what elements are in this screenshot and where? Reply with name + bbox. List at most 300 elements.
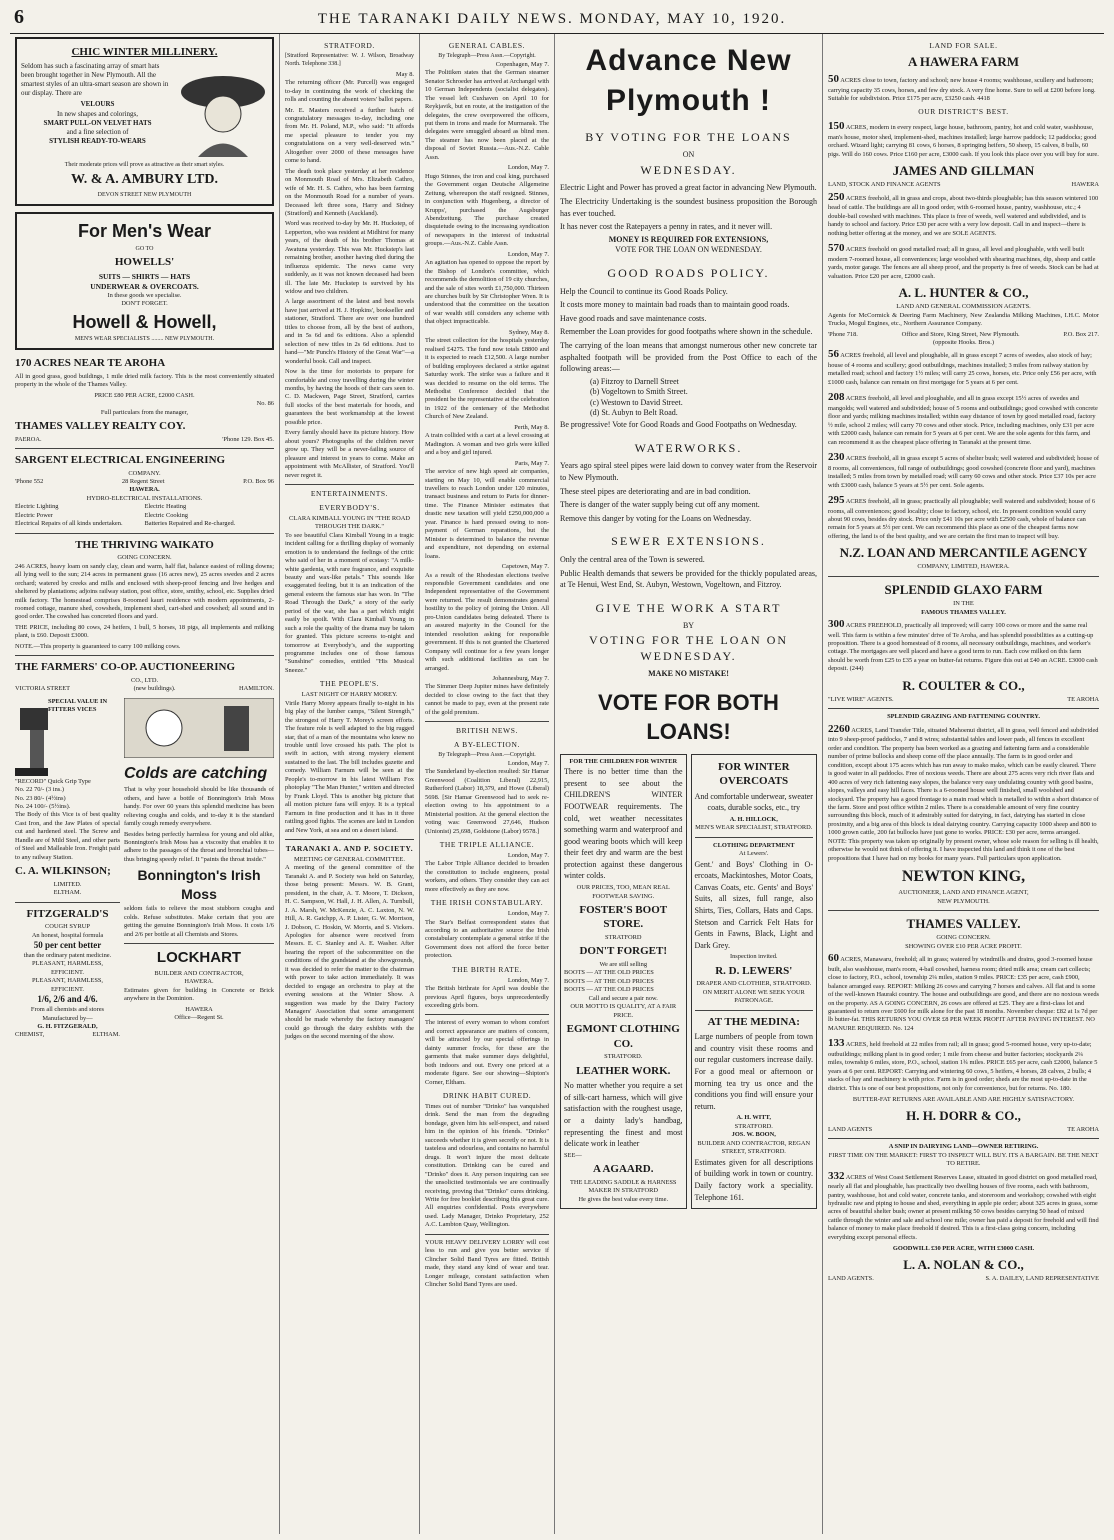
drink-habit-body: Times out of number "Drinko" has vanquished drink. Send the man from the degrading bondage, given him his self-respect, and raised him in the opinion of his friends. "Drinko" succeeds whether it is given secretly or not. It is tasteless and odourless, and contains no harmful drugs. It won't injure the most delicate constitution. Drinking can be cured and "Drinko" does it. Any person inquiring can see the unsolicited testimonials we are continually receiving, proving that "Drinko" cures drinking. Write for free booklet describing this great cure. All enquiries confidential. Posts everywhere used. Lady Manager, Drinko Proprietary, 252 A.C. Lambton Quay, Wellington. <box>425 1102 549 1229</box>
stratford-rep: [Stratford Representative: W. J. Wilson, Broadway North. Telephone 338.] <box>285 52 414 67</box>
mens-line: SUITS — SHIRTS — HATS <box>98 271 191 281</box>
hillock-sub: MEN'S WEAR SPECIALIST, STRATFORD. <box>695 824 813 832</box>
bn-agency: By Telegraph—Press Assn.—Copyright. <box>438 752 536 759</box>
dateline: Paris, May 7. <box>514 459 549 467</box>
motto: OUR MOTTO IS QUALITY, AT A FAIR PRICE. <box>570 1003 677 1019</box>
nolan-agents: LAND AGENTS. <box>828 1274 874 1282</box>
bn-subhead: THE TRIPLE ALLIANCE. <box>439 840 535 849</box>
stratford-heading: STRATFORD. <box>324 41 375 50</box>
land-for-sale-heading: LAND FOR SALE. <box>929 41 998 50</box>
farmers-title: THE FARMERS' CO-OP. AUCTIONEERING <box>15 661 236 674</box>
fitzgerald-claim: PLEASANT, HARMLESS, EFFICIENT. <box>31 960 104 976</box>
aagaard-foot: He gives the best value every time. <box>578 1195 669 1203</box>
millinery-item: In new shapes and colorings, <box>56 109 139 118</box>
boots-line: BOOTS — AT THE OLD PRICES <box>564 969 654 977</box>
sargent-ad <box>15 453 274 529</box>
thames-sub: GOING CONCERN. <box>936 934 991 942</box>
entertainments-heading: ENTERTAINMENTS. <box>310 489 389 498</box>
fitzgerald-product: COUGH SYRUP <box>45 923 90 931</box>
james-gillman-title: JAMES AND GILLMAN <box>892 163 1035 179</box>
dateline: London, May 7. <box>507 851 549 859</box>
stratford-para: Every family should have its picture history. How about yours? Photographs of the children never grow up. They will be a never-failing source of pleasure and interest in years to come. Make an appointment with McAllister, of Stratford. You'll never regret it. <box>285 429 414 479</box>
snip-price: GOODWILL £30 PER ACRE, WITH £3000 CASH. <box>892 1245 1035 1253</box>
dateline: London, May 7. <box>507 759 549 767</box>
listing <box>828 722 1099 863</box>
peoples-heading: THE PEOPLE'S. <box>319 679 380 689</box>
listing-text: ACRES freehold on good metalled road; all in grass, all level and ploughable, with well built modern 7-roomed house, all conveniences; large woolshed with shearing machines, dip, sheep and cattle yards, motor garage. The fences are all sheep proof, and the property is free of weeds. Stock can be had at valuation. Price £20 per acre, £2000 cash. <box>828 246 1099 280</box>
call-now: Call and secure a pair now. <box>588 994 658 1002</box>
sargent-phone: 'Phone 552 <box>15 478 44 486</box>
hunter-phone: 'Phone 718. <box>828 330 858 338</box>
lewers-invite: Inspection invited. <box>729 953 778 961</box>
thames-realty-firm: THAMES VALLEY REALTY COY. <box>15 420 186 433</box>
cable-text: As a result of the Rhodesian elections twelve responsible Government candidates and one Independent representative of the Government were returned. The result demonstrates general hostility to the policy of joining the Union. All pro-Union candidates being defeated. There is an assured majority in the Council for the intended resolution asking for responsible government. If this is not granted the Chartered Company will continue for a few years longer with such additional facilities as can be arranged. <box>425 571 549 672</box>
lewers-sub: At Lewers'. <box>738 850 769 858</box>
acreage: 2260 <box>828 722 850 735</box>
listing <box>828 951 1099 1033</box>
aroha-title: 170 ACRES NEAR TE AROHA <box>15 357 166 370</box>
cable-item <box>425 460 549 561</box>
dateline: Johannesburg, May 7. <box>492 674 549 682</box>
area-item: (a) Fitzroy to Darnell Street <box>590 376 679 386</box>
egmont-title: EGMONT CLOTHING CO. <box>566 1023 680 1050</box>
boon-body: Estimates given for all descriptions of building work in town or country. Daily factory work a speciality. Telephone 161. <box>694 1157 813 1202</box>
fitzgerald-sizes: 1/6, 2/6 and 4/6. <box>37 994 98 1005</box>
nz-loan-title: N.Z. LOAN AND MERCANTILE AGENCY <box>839 545 1088 561</box>
howell-tagline: MEN'S WEAR SPECIALISTS ........ NEW PLYMOUTH. <box>74 336 215 343</box>
stratford-para: Mr. E. Masters received a further batch of congratulatory messages to-day, including one from Mr. H. Poland, M.P., who said: "It affords me special pleasure to tender you my congratulations on a very well-deserved win." Altogether over 2000 of these messages have come to hand. <box>285 106 414 165</box>
sargent-service: Electric Lighting <box>15 503 59 511</box>
hawera-farm-title: A HAWERA FARM <box>908 53 1019 69</box>
vice-price: No. 23 80/- (4½ins) <box>15 794 66 802</box>
witt-firm: A. H. WITT, <box>736 1114 771 1122</box>
aroha-no: No. 86 <box>256 400 274 408</box>
waikato-note: NOTE.—This property is guaranteed to carry 100 milking cows. <box>15 642 181 650</box>
lockhart-body: Estimates given for building in Concrete or Brick anywhere in the Dominion. <box>124 986 274 1003</box>
millinery-item: SMART PULL-ON VELVET HATS <box>43 118 152 127</box>
ap-society-body: A meeting of the general committee of the Taranaki A. and P. Society was held on Saturday, those being present: Messrs. W. B. Grant, president, in the chair, A. T. Moore, T. Dickson, H. C. Sampson, W. Hall, J. H. Allen, A. Turnbull, J. A. Marsh, W. McKenzie, A. C. Laxton, N. W. Hill, A. R. Gatchpp, A. P. Lister, G. W. Morrison, J. Dobson, C. Hoskin, W. Morris, and S. Vickers. Apologies for absence were received from Messrs. E. C. Stanley and A. E. Washer. After hearing the report of the subcommittee on the conditions of the grandstand at the showgrounds, it was decided to refer the matter to the chairman with power to take action immediately. It was decided to engage an orchestra to play at the evening sessions at the Winter Show. A suggestion was made by the Dairy Factory Managers' Association that some arrangement should be made whereby the factory managers' could go through the dairy exhibits with the judges on the second morning of the show. <box>285 864 414 1041</box>
millinery-intro: Seldom has such a fascinating array of smart hats been brought together in New Plymouth. All the smartest styles of an ultra-smart season are shown in our display. There are <box>21 61 169 98</box>
leather-body: No matter whether you require a set of silk-cart harness, which will give satisfaction with the roughest usage, or a dainty lady's handbag, representing the finest and most delicate work in leather <box>564 1081 683 1149</box>
egmont-town: STRATFORD. <box>604 1053 643 1061</box>
water-para: Years ago spiral steel pipes were laid down to convey water from the Reservoir to New Plymouth. <box>560 461 817 483</box>
glaxo-in: IN THE <box>953 600 974 608</box>
wilkinson-firm: C. A. WILKINSON; <box>15 865 111 878</box>
lewers-firm: R. D. LEWERS' <box>715 964 793 977</box>
acreage: 60 <box>828 952 839 965</box>
no-mistake: MAKE NO MISTAKE! <box>648 669 729 679</box>
general-cables-heading: GENERAL CABLES. <box>448 41 526 50</box>
aroha-price: PRICE £80 PER ACRE, £2000 CASH. <box>94 391 195 399</box>
bn-subhead: THE BIRTH RATE. <box>451 964 522 974</box>
listing-text: ACRES, held freehold at 22 miles from rail; all in grass; good 5-roomed house, very up-to-date; outbuildings; milking plant is in good order; 1 mile from cheese and butter factories; stockyards 2¼ miles, township 6 miles, store, P.O., school, station 1¾ miles. PRICE £65 per acre, cash £2000, balance 5 years at 6 per cent. REPORT: Carrying and wintering 60 cows, 5 heifers, 4 horses, 28 calves, 2 bulls; 4 stacks of hay and machinery is with price. Farm is in good order; sheds are the most up-to-date in the district. This is one of our best propositions, not only for convenience, but for returns. <box>828 1041 1098 1092</box>
fitzgerald-title: FITZGERALD'S <box>26 907 109 920</box>
vice-brand: "RECORD" Quick Grip Type <box>15 777 91 785</box>
wilkinson-town: ELTHAM. <box>53 889 82 897</box>
listing-no: 4418 <box>977 95 990 103</box>
stratford-para: A large assortment of the latest and best novels have just arrived at H. J. Hopkins', bookseller and stationer, Stratford. There are over one hundred titles to choose from, all by the best of authors, and in 5s 6d and 6s editions. Also a splendid selection of new titles in 2s 6d editions. Just to hand—"Mr Punch's History of the Great War"—a wonderful book. Call and inspect. <box>285 298 414 365</box>
right-inner-ads <box>691 754 818 1209</box>
column-cables <box>420 34 555 1534</box>
fitzgerald-place: ELTHAM. <box>92 1031 120 1039</box>
loan-intro: It has never cost the Ratepayers a penny in rates, and it never will. <box>560 222 773 232</box>
newton-sub: AUCTIONEER, LAND AND FINANCE AGENT, <box>898 889 1029 897</box>
ap-society-heading: TARANAKI A. AND P. SOCIETY. <box>285 843 414 853</box>
sewer-heading: SEWER EXTENSIONS. <box>611 534 766 549</box>
mens-line: In these goods we specialise. <box>107 291 182 299</box>
glaxo-title: SPLENDID GLAXO FARM <box>884 581 1043 597</box>
listing <box>828 390 1099 447</box>
boots-line: BOOTS — AT THE OLD PRICES <box>564 986 654 994</box>
dateline: London, May 7. <box>507 910 549 918</box>
hunter-office: Office and Store, King Street, New Plymouth. <box>901 330 1020 338</box>
aroha-body: All in good grass, good buildings, 1 mile dried milk factory. This is the most conveniently situated property in the whole of the Thames Valley. <box>15 372 274 389</box>
aroha-ad <box>15 356 274 444</box>
aagaard-firm: A AGAARD. <box>592 1163 654 1176</box>
witt-town: STRATFORD. <box>734 1122 773 1130</box>
listing-text: ACRES freehold, all level and ploughable, and all in grass except 15½ acres of swedes and mangolds; well watered and subdivided; house of 5 rooms and outbuildings; good cowshed with concrete floor and yards; milking machines installed; within easy distance of town by good metalled road, factory ½ mile, school 2 miles; will carry 70 cows and other stock. Price, including machines, only £31 per acre with £2000 cash, balance can remain for 5 years at 6 per cent. We are the sole agents for this farm, and can recommend it as the cheapest place offering in Taranaki at the present time. <box>828 395 1098 446</box>
waikato-body: 246 ACRES, heavy loam on sandy clay, clean and warm, half flat, balance easiest of rolling downs; all lying well to the sun; 214 acres in permanent grass (16 acres new), 25 acres swedes and 2 acres orchard; watered by creeks and mills and enclosed with sheep-proof fencing and live hedges and sheltered by plantations; adjoins railway station, post office, store, smithy, school, etc. Supplies dried milk factory. The homestead comprises 8-roomed kauri residence with modern appointments, 2-roomed cottage, manure shed, cowsheds, implement shed, cart-shed and cowshed; all sound and in good order. The cowshed has concreted floors and yard. <box>15 562 274 621</box>
snip-title: A SNIP IN DAIRYING LAND—OWNER RETIRING. <box>888 1143 1039 1151</box>
listing <box>828 1036 1099 1093</box>
frocks-ad: The interest of every woman to whom comfort and correct appearance are matters of concern, will be attracted by our special offerings in dainty summer frocks, for these are the garments that make summer days delightful, both indoors and out. Every one priced at a moderate figure. See our showing—Shipton's Corner, Eltham. <box>425 1019 549 1086</box>
acreage: 230 <box>828 451 845 464</box>
lockhart-office: Office—Regent St. <box>174 1014 224 1022</box>
james-town: HAWERA <box>1071 181 1099 189</box>
mens-wear-title: For Men's Wear <box>78 220 211 241</box>
lewers-title: CLOTHING DEPARTMENT <box>713 841 795 849</box>
roads-para: The carrying of the loan means that amongst numerous other new concrete tar asphalted footpath will be provided from the Post Office to each of the following areas:— <box>560 341 817 374</box>
listing-text: ACRES of West Coast Settlement Reserves Lease, situated in good district on good metalled road, nearly all flat and ploughable, has practically two dwelling houses of five rooms, each with bathroom, pantry, washhouse, hot and cold water, concrete tanks, and storeroom and workshop; cowshed with eight hydraulic raw and piping to house and shed, everything in apple pie order; about 325 acres in grass, some acres of beautiful shelter bush; owner at present milking 50 cows besides carrying 50 head of mixed cattle through the winter and sale and school one mile; owner has paid a deposit for freehold and will find balance of money to make place freehold if desired. This is a first-class going concern, including everything except personal effects. <box>828 1173 1099 1241</box>
millinery-title: CHIC WINTER MILLINERY. <box>71 46 218 58</box>
cable-text: The Simmer Deep Jupiter mines have definitely decided to close owing to the fact that they cannot be made to pay, even at the present rate of the gold premium. <box>425 683 549 716</box>
listing-text: ACRES freehold, all in grass; practically all ploughable; well watered and subdivided; house of 6 rooms, all conveniences; good locality; close to factory, school, etc. In present condition would carry about 90 cows, besides dry stock. Price only £41 10s per acre with £2500 cash, whole of balance can remain for 5 years at 5½ per cent. We can recommend this place as one of the cheapest farms now offering, the land is of the best quality, and we are certain the first man to inspect will buy. <box>828 498 1096 540</box>
listing <box>828 450 1099 490</box>
waterworks-heading: WATERWORKS. <box>634 440 743 455</box>
fitzgerald-sub: An honest, hospital formula <box>31 931 104 939</box>
listing-text: ACRES, modern in every respect, large house, bathroom, pantry, hot and cold water, washhouse, man's house, motor shed, implement-shed, machines installed; large harrow paddock; 12 paddocks; good orchard. Wizard light; carrying 81 cows, 6 horses, 8 springing heifers, 50 sheep, 15 calves, 8 bulls, 60 pigs. Will do 160 cows. Price £160 per acre, £3000 cash. If you look this place over you will buy for sure. <box>828 124 1099 158</box>
bn-text: The British birthrate for April was double the previous April figures, boys unprecedentedly exceeding girls born. <box>425 985 549 1010</box>
acreage: 250 <box>828 190 845 203</box>
mens-line: DON'T FORGET. <box>121 300 168 308</box>
dateline: London, May 7. <box>507 976 549 984</box>
fosters-ad <box>560 754 687 1209</box>
acreage: 295 <box>828 494 845 506</box>
man-sneezing-illustration <box>124 698 274 758</box>
listing-no: (244) <box>849 665 864 673</box>
sargent-street: 28 Regent Street <box>121 478 165 486</box>
glaxo-sub: FAMOUS THAMES VALLEY. <box>921 608 1006 616</box>
cable-text: A train collided with a cart at a level crossing at Madington. A woman and two girls were killed and a boy and girl injured. <box>425 432 549 457</box>
mens-line: UNDERWEAR & OVERCOATS. <box>90 281 199 291</box>
listing <box>828 72 1099 103</box>
cable-text: An agitation has opened to oppose the report by the Bishop of London's committee, which recommends the demolition of 19 city churches, and the sale of sites worth £1,750,000. Thirteen are churches built by Sir Christopher Wren. It is understood that the committee on the taxation of war wealth still considers any scheme with that object impracticable. <box>425 259 549 326</box>
dorr-sub: LAND AGENTS <box>828 1125 873 1133</box>
farmers-co: CO., LTD. <box>130 676 159 684</box>
listing <box>828 190 1099 238</box>
nolan-rep: S. A. DAILEY, LAND REPRESENTATIVE <box>985 1274 1099 1282</box>
aroha-contact: Full particulars from the manager, <box>100 408 189 416</box>
thames-sub2: SHOWING OVER £10 PER ACRE PROFIT. <box>905 942 1022 950</box>
nz-loan-sub: COMPANY, LIMITED, HAWERA. <box>917 563 1010 571</box>
vice-special: SPECIAL VALUE IN FITTERS VICES <box>48 697 108 714</box>
listing-text: ACRES freehold, all in grass and crops, about two-thirds ploughable; has this season wintered 100 head of cattle. The buildings are all in good order, with 6-roomed house, pantry, washhouse, etc.; 4 double-bail cowshed with machines. This place is free of weeds, well watered and subdivided, and is handy to school and factory. Price £30 per acre with a very low deposit. Call in and inspect—there is nothing better offering at the money, and we are SOLE AGENTS. <box>828 194 1099 237</box>
millinery-ad <box>15 37 274 206</box>
lockhart-sub: BUILDER AND CONTRACTOR, <box>154 969 244 977</box>
hunter-agents: Agents for McCormick & Deering Farm Machinery, New Zealandia Milking Machines, I.H.C. Motor Trucks, Mogul Engines, etc., Northern Assurance Company. <box>828 311 1099 328</box>
fitzgerald-claim: PLEASANT, HARMLESS, EFFICIENT. <box>31 977 104 993</box>
farmers-street: VICTORIA STREET <box>15 685 71 693</box>
leather-see: SEE— <box>564 1151 582 1159</box>
millinery-item: STYLISH READY-TO-WEARS <box>49 137 146 146</box>
millinery-item: and a fine selection of <box>66 128 129 137</box>
boon-firm: JOS. W. BOON, <box>731 1131 776 1139</box>
listing-text: ACRES, Manawaru, freehold; all in grass; watered by windmills and drains, good 3-roomed house built, also washhouse, man's room, 4-bail cowshed, harness room; dried milk area; cream cart collects; close to factory, P.O., school, township 2¼ miles, station 9 miles. PRICE: £35 per acre, cash £900, balance arranged easy. REPORT: Milking 26 cows and carrying 7 horses and calves. All flat and is some of the well-known Hauraki country. The house and outbuildings are good, and there are no noxious weeds on the property. AS A GOING CONCERN, 26 cows are offered at £25. They are a first-class lot and guaranteed to return over £600 for milk alone for the past 18 months. November cheque: £82 at 1s 7d per lb butter-fat. THIS RETURNS YOU OVER £8 PER WEEK PROFIT AFTER PAYING INTEREST. NO MANURE REQUIRED. <box>828 956 1099 1032</box>
aroha-phone: 'Phone 129. Box 45. <box>222 435 274 443</box>
clara-young-head: CLARA KIMBALL YOUNG IN "THE ROAD THROUGH THE DARK." <box>289 514 410 531</box>
sargent-subtitle: HYDRO-ELECTRICAL INSTALLATIONS. <box>86 494 203 502</box>
district-best: OUR DISTRICT'S BEST. <box>918 107 1009 117</box>
medina-title: AT THE MEDINA: <box>707 1015 800 1028</box>
fosters-body: There is no better time than the present to see about the CHILDREN'S WINTER FOOTWEAR requirements. The cold, wet weather necessitates something warm and waterproof and good wearing boots which will keep their feet dry and warm are the best protection against these dangerous winter colds. <box>564 767 683 881</box>
colds-body: That is why your household should be like thousands of others, and have a bottle of Bonnington's Irish Moss handy. For over 60 years this splendid medicine has been relieving coughs and colds, and to-day it is the standard family cough remedy everywhere. <box>124 786 274 828</box>
on-word: ON <box>682 150 695 160</box>
fitzgerald-price: 50 per cent better <box>33 940 102 951</box>
howells-top: HOWELLS' <box>114 256 175 269</box>
stratford-date: May 8. <box>395 70 414 78</box>
masthead <box>10 6 1104 34</box>
coulter-firm: R. COULTER & CO., <box>902 677 1025 693</box>
boots-line: BOOTS — AT THE OLD PRICES <box>564 977 654 985</box>
fosters-firm: FOSTER'S BOOT STORE. <box>579 903 668 931</box>
thames-foot: BUTTER-FAT RETURNS ARE AVAILABLE AND ARE HIGHLY SATISFACTORY. <box>852 1096 1075 1104</box>
sargent-town: HAWERA. <box>129 486 160 494</box>
cable-text: The Politiken states that the German steamer Senator Schroeder has arrived at Archangel with 10 German Independents (socialist delegates). The vessel left Cuxhaven on April 10 for Reykjavik, but en route, at the instigation of the delegates, the crew overpowered the officers, put them in irons and made for Murmansk. The delegates were smuggled aboard as blind men. The steamer has now been placed at the disposal of Soviet Russia.—Aus.-N.Z. Cable Assn. <box>425 69 549 161</box>
acreage: 50 <box>828 73 839 86</box>
cable-text: The street collection for the hospitals yesterday realised £4275. The fund now totals £8800 and it is expected to reach £12,500. A large number of building employees declared a strike against Saturday work. The strike was a failure and it was decided to resume on the old terms. The Methodist Conference decided that the president be the representative at the celebration in 1922 of the centenary of the Methodist Church of New Zealand. <box>425 337 549 421</box>
snip-sub: FIRST TIME ON THE MARKET: FIRST TO INSPECT WILL BUY. ITS A BARGAIN. BE THE NEXT TO RETIRE. <box>828 1151 1099 1168</box>
listing-text: ACRES, Land Transfer Title, situated Mahoenui district, all in grass, well fenced and subdivided into 9 sheep-proof paddocks, 7 and 8 wires; substantial tables and lower pads, all fences in excellent order and condition. The property has been worked as a grazing and fattening farm and a considerable number of prime bullocks and sheep come off the place annually. The farm is in good order and condition, except about 175 acres which has run away to mako mako, which can be easily cleared. There is good water in all paddocks. Free of noxious weeds. There are about 275 acres very rich river flats and 400 acres of very rich fattening easy slopes, the balance very easy undulating country with good basins, slopes, valleys and easy hill faces. There is a 6-roomed house well finished, small woolshed and stockyard. The property has a good frontage to a main road which is metalled to within a short distance of the farm. Store and post office within 2 miles. There is a considerable amount of very fine country surrounding this block, much of it admirably suited for dairying, in fact, dairying has started in close proximity, and a big area of this block is ideal dairying country. Carrying capacity 1000 sheep and 800 to 1000 grown cattle, 200 fat bullocks have just gone to works. PRICE: £30 per acre, terms arranged. NOTE: This property was taken up originally by present owner, whose sole reason for selling is ill health, otherwise he would not think of offering it. I have inspected this land and think it one of the best propositions that I have had on my books for many years. Full particulars upon application. <box>828 726 1099 862</box>
woman-in-hat-illustration <box>178 62 268 162</box>
lewers-body: Gent.' and Boys' Clothing in O-ercoats, Mackintoshes, Motor Coats, Canvas Coats, etc. Gents' and Boys' Suits, all sizes, full range, also Shirts, Ties, Collars, Hats and Caps. Stetson and Carrick Felt Hats for Gents in Fawns, Black, Light and Dark Grey. <box>694 859 813 950</box>
listing <box>828 493 1099 541</box>
sewer-para: Public Health demands that sewers be provided for the thickly populated areas, at Te Henui, West End, St. Aubyn, Westown, Vogeltown, and Fitzroy. <box>560 568 817 590</box>
water-para: These steel pipes are deteriorating and are in bad condition. <box>560 486 751 496</box>
water-para: There is danger of the water supply being cut off any moment. <box>560 500 760 510</box>
column-land-for-sale <box>823 34 1104 1534</box>
ambury-firm: W. & A. AMBURY LTD. <box>71 172 218 188</box>
bn-text: The Star's Belfast correspondent states that according to an authoritative source the Irish constabulary contemplate a general strike if the Government does not afford the force better protection. <box>425 918 549 960</box>
nolan-firm: L. A. NOLAN & CO., <box>903 1256 1024 1272</box>
dorr-town: TE AROHA <box>1067 1125 1099 1133</box>
acreage: 56 <box>828 348 839 361</box>
grazing-title: SPLENDID GRAZING AND FATTENING COUNTRY. <box>887 713 1040 721</box>
lewers-role: DRAPER AND CLOTHIER, STRATFORD. <box>696 980 812 988</box>
column-stratford <box>280 34 420 1534</box>
cable-item <box>425 675 549 717</box>
drink-habit-heading: DRINK HABIT CURED. <box>442 1091 532 1101</box>
millinery-item: VELOURS <box>80 100 115 109</box>
hunter-title: A. L. HUNTER & CO., <box>898 285 1029 301</box>
bn-text: The Sunderland by-election resulted: Sir Hamar Greenwood (Coalition Liberal) 22,915, Rutherford (Labor) 18,379, and Howe (Liberal) 5698. [Sir Hamar Greenwood had to seek re-election owing to his appointment to a Ministerial position. At the general election the voting was: Greenwood 27,646, Hudson (Unionist) 25,698, Goldstone (Labor) 9578.] <box>425 768 549 835</box>
dateline: London, May 7. <box>507 164 549 172</box>
roads-heading: GOOD ROADS POLICY. <box>607 265 770 280</box>
newton-town: NEW PLYMOUTH. <box>937 897 990 905</box>
sargent-service: Electric Cooking <box>144 511 188 519</box>
listing-text: ACRES freehold, all in grass except 5 acres of shelter bush; well watered and subdivided; house of 8 rooms, all conveniences, full range of outbuildings; good cowshed (concrete floor and yard), machines installed; 5 miles from town by metalled road; will carry 60 cows and other stock. Price £37 10s per acre with £3000 cash, balance 5 years at 5½ per cent. Sole agents. <box>828 455 1100 489</box>
colds-headline: Colds are catching <box>124 765 268 783</box>
dateline: Copenhagen, May 7. <box>495 60 549 68</box>
by-voting: BY VOTING FOR THE LOANS <box>585 130 792 145</box>
listing-text: ACRES FREEHOLD, practically all improved; will carry 100 cows or more and the same real well. This farm is within a few minutes' drive of Te Aroha, and has splendid possibilities as a cutting-up proposition. There is a good homestead of 8 rooms, all necessary outbuildings, machines, and worker's cottage. The mortgages are well placed and have a good term to run. Each cow milked on this farm should be worth from £25 to £35 a year on butter-fat returns. Figure this out at £40 an ACRE. £3000 cash deposit. <box>828 622 1098 673</box>
fitzgerald-from: From all chemists and stores <box>30 1006 105 1014</box>
aagaard-sub: THE LEADING SADDLE & HARNESS MAKER IN STRATFORD <box>569 1178 677 1195</box>
sewer-para: Only the central area of the Town is sewered. <box>560 555 705 565</box>
listing <box>828 347 1099 387</box>
by-election-heading: A BY-ELECTION. <box>454 740 520 750</box>
area-item: (b) Vogeltown to Smith Street. <box>590 387 688 397</box>
acreage: 150 <box>828 120 845 133</box>
listing <box>828 241 1099 281</box>
wednesday: WEDNESDAY. <box>640 162 737 177</box>
column-loans-ad <box>555 34 823 1534</box>
james-sub: LAND, STOCK AND FINANCE AGENTS <box>828 181 941 189</box>
waikato-subtitle: GOING CONCERN. <box>117 554 172 562</box>
roads-para: Have good roads and save maintenance costs. <box>560 313 707 323</box>
listing <box>828 617 1099 674</box>
acreage: 300 <box>828 618 845 630</box>
harry-morey-head: LAST NIGHT OF HARRY MOREY. <box>301 691 398 699</box>
british-news-heading: BRITISH NEWS. <box>456 726 518 736</box>
listing-text: ACRES close to town, factory and school; new house 4 rooms; washhouse, scullery and bathroom; carrying capacity 35 cows, horses, and few dry stock. A very fine home. Sure to sell at £200 before long. Suitable for subdivision. Price £175 per acre, £3250 cash. <box>828 77 1096 103</box>
acreage: 332 <box>828 1169 845 1182</box>
sargent-box: P.O. Box 96 <box>243 478 274 486</box>
listing-no: No. 180. <box>1048 1084 1072 1092</box>
bn-subhead: THE IRISH CONSTABULARY. <box>430 898 544 908</box>
voting-loan: VOTING FOR THE LOAN ON WEDNESDAY. <box>588 633 789 664</box>
cable-item <box>425 329 549 422</box>
fosters-prices: OUR PRICES, TOO, MEAN REAL FOOTWEAR SAVING. <box>576 884 670 900</box>
vote-both-loans: VOTE FOR BOTH LOANS! <box>598 689 779 744</box>
sargent-service: Electrical Repairs of all kinds undertaken. <box>15 520 123 528</box>
lockhart-title: LOCKHART <box>156 949 242 967</box>
cable-item <box>425 424 549 458</box>
leather-title: LEATHER WORK. <box>576 1064 671 1077</box>
hunter-opp: (opposite Hooks. Bros.) <box>932 339 995 347</box>
bn-text: The Labor Triple Alliance decided to broaden the constitution to include engineers, postal workers, and others. They consider they can act more effectively as they are now. <box>425 860 549 893</box>
boon-sub: BUILDER AND CONTRACTOR, REGAN STREET, STRATFORD. <box>697 1139 811 1156</box>
water-para: Remove this danger by voting for the Loans on Wednesday. <box>560 513 752 523</box>
entertainment-para: To see beautiful Clara Kimball Young in a tragic incident calling for a thrilling display of womanly emotion is to understand the feelings of the critic who said of her in a moment of ecstasy: "A milk-white gardenia, with rare fragrance, and exquisite beauty and wax-like petals." This sounds like exaggerated feeling, but it is an indication of the general esteem the famous star has won. In "The Road Through the Dark," a story of the early period of the war, she has a part which might easily be spoilt. With Clara Kimball Young in such a role the quality of the drama may be taken for granted. This picture screens to-night and tomorrow at Everybody's, and the supporting programme includes one of those famous "Sunshine" comedies, entitled "His Musical Sneeze." <box>285 531 414 674</box>
loan-intro: Electric Light and Power has proved a great factor in advancing New Plymouth. <box>560 183 817 193</box>
howell-firm: Howell & Howell, <box>72 311 217 332</box>
lewers-foot: ON MERIT ALONE WE SEEK YOUR PATRONAGE. <box>702 988 805 1005</box>
cables-agency: By Telegraph—Press Assn.—Copyright. <box>438 52 536 59</box>
wilkinson-ltd: LIMITED. <box>53 880 82 888</box>
acreage: 208 <box>828 391 845 404</box>
cable-item <box>425 563 549 673</box>
by-word: BY <box>682 620 695 630</box>
vice-body: The Body of this Vice is of best quality Cast Iron, and the Jaw Plates of special cut and hardened steel. The Screw and Handle are of Mild Steel, and other parts of Steel and Malleable Iron. Freight paid to any railway Station. <box>15 811 120 861</box>
roads-close: Be progressive! Vote for Good Roads and Good Footpaths on Wednesday. <box>560 420 797 430</box>
farmers-town: HAMILTON. <box>239 685 274 693</box>
sargent-company: COMPANY. <box>128 469 161 477</box>
sargent-service: Batteries Repaired and Re-charged. <box>144 520 236 528</box>
area-item: (c) Westown to David Street. <box>590 397 683 407</box>
cable-item <box>425 61 549 162</box>
stratford-para: The returning officer (Mr. Purcell) was engaged to-day in continuing the work of checking the rolls and counting the absent voters' ballot papers. <box>285 79 414 104</box>
cable-text: Hugo Stinnes, the iron and coal king, purchased the Government organ Deutsche Allgemeine Zeitung, whereupon the staff resigned. Stinnes, in conjunction with Hugenberg, a director of Krupps', purchased the Augsburger Abendzeitung. The purchase created disquietude owing to the increasing syndication of newspapers in the interest of industrial groups.—Aus.-N.Z. Cable Assn. <box>425 172 549 248</box>
money-required: MONEY IS REQUIRED FOR EXTENSIONS, <box>608 234 769 244</box>
stratford-para: Word was received to-day by Mr. H. Huckstep, of Lepperton, who was resident at Midhirst for many years, of the death of his brother Thomas at Awatuna yesterday. This was Mr. Huckstep's last remaining brother, another having died during the influenza epidemic. The news came very suddenly, as it was not known deceased had been ill. The late Mr. Huckstep is survived by his widow and two children. <box>285 220 414 296</box>
hillock-firm: A. H. HILLOCK, <box>729 815 778 823</box>
colds-body2: Besides being perfectly harmless for young and old alike, Bonnington's Irish Moss has a viscosity that enables it to adhere to the passages of the throat and bronchial tubes—thus bringing speedy relief. It "paints the throat inside." <box>124 830 274 863</box>
coulter-agents: "LIVE WIRE" AGENTS. <box>828 695 894 703</box>
stratford-para: Now is the time for motorists to prepare for comfortable and cosy travelling during the winter months, by having the hoods of their cars seen to. C. D. Mackwen, Page Street, Stratford, carries full stocks of the best materials for hoods, and guarantees the best workmanship at the lowest possible price. <box>285 368 414 426</box>
sargent-service: Electric Power <box>15 511 53 519</box>
roads-para: It costs more money to maintain bad roads than to maintain good roads. <box>560 300 790 310</box>
loan-intro: The Electricity Undertaking is the soundest business proposition the Borough has ever touched. <box>560 196 817 218</box>
newspaper-title: THE TARANAKI DAILY NEWS. MONDAY, MAY 10, 1920. <box>317 11 787 27</box>
fitzgerald-maker2: CHEMIST, <box>15 1031 45 1039</box>
thames-valley-title: THAMES VALLEY. <box>906 916 1021 932</box>
listing-text: ACRES freehold, all level and ploughable, all in grass except 7 acres of swedes, also stock of hay; house of 4 rooms and scullery; good outbuildings, machines installed; 3 miles from railway station by metalled road; school and factory 1½ miles; will carry 25 cows, horses, etc. Price only £56 per acre, with £1000 cash, balance can remain on first mortgage for 5 years at 6 per cent. <box>828 352 1097 386</box>
cable-text: The service of new high speed air companies, starting on May 10, will enable commercial travellers to reach London under 120 minutes, transact business and return to Paris for dinner-time. The Finance Minister estimates that drastic new taxation will yield £250,000,000 a year. Finance is hard pressed owing to non-payment of German reparations, but the Minister is determined to balance the revenue and expenditure, not depending on external loans. <box>425 468 549 560</box>
vice-illustration <box>15 698 48 778</box>
waikato-title: THE THRIVING WAIKATO <box>75 538 214 551</box>
ap-society-sub: MEETING OF GENERAL COMMITTEE. <box>294 855 405 863</box>
millinery-note: Their moderate prices will prove as attractive as their smart styles. <box>64 161 225 168</box>
aroha-place: PAEROA. <box>15 435 42 443</box>
newton-king-title: NEWTON KING, <box>901 868 1026 886</box>
bonnington-ad <box>124 698 274 1040</box>
vice-price: No. 24 100/- (5½ins). <box>15 803 71 811</box>
fitzgerald-maker: G. H. FITZGERALD, <box>37 1022 98 1030</box>
waikato-ad <box>15 538 274 652</box>
farmers-bldg: (new buildings). <box>133 685 176 693</box>
stratford-para: The death took place yesterday at her residence on Monmouth Road of Mrs. Elizabeth Cathro, wife of Mr. H. S. Cathro, who has been farming on the Monmouth Road for a number of years. Deceased left three sons, Harry and Sidney (Stratford) and Kenneth (Auckland). <box>285 167 414 217</box>
dateline: London, May 7. <box>507 250 549 258</box>
sargent-service: Electric Heating <box>144 503 187 511</box>
lockhart-town: HAWERA. <box>184 978 214 986</box>
coulter-town: TE AROHA <box>1067 695 1099 703</box>
cable-item <box>425 251 549 327</box>
dont-forget: DON'T FORGET! <box>579 945 667 958</box>
acreage: 570 <box>828 242 845 255</box>
lockhart-town2: HAWERA <box>185 1005 213 1013</box>
medina-body: Large numbers of people from town and country visit these rooms and our regular customers increase daily. For a good meal or afternoon or morning tea try us once and the conditions you find will ensure your return. <box>694 1032 813 1111</box>
vice-ad <box>15 698 120 1040</box>
listing-no: No. 124 <box>892 1024 914 1032</box>
overcoats-title: FOR WINTER OVERCOATS <box>717 760 790 788</box>
bonnington-brand: Bonnington's Irish Moss <box>137 867 261 902</box>
everybodys-heading: EVERYBODY'S. <box>319 502 380 512</box>
dateline: Perth, May 8. <box>514 423 549 431</box>
dorr-title: H. H. DORR & CO., <box>906 1107 1021 1123</box>
dateline: Capetown, May 7. <box>501 563 549 571</box>
give-work: GIVE THE WORK A START <box>595 601 782 616</box>
area-item: (d) St. Aubyn to Belt Road. <box>590 408 678 418</box>
mens-goto: GO TO <box>135 245 154 252</box>
tyres-ad: YOUR HEAVY DELIVERY LORRY will cost less to run and give you better service if Clincher Solid Band Tyres are fitted. British made, they stand any kind of wear and tear. Longer mileage, constant satisfaction when Clincher Solid Band Tyres are used. <box>425 1238 549 1289</box>
still-selling: We are still selling <box>599 960 648 968</box>
colds-foot: seldom fails to relieve the most stubborn coughs and colds. Refuse substitutes. Make certain that you are getting the genuine Bonnington's Irish Moss. It costs 1/6 and 2/6 per bottle at all Chemists and Stores. <box>124 905 274 938</box>
peoples-body: Virile Harry Morey appears finally to-night in his big play of the lumber camps, "Silent Strength," the strongest of Harry T. Morey's screen efforts. The feature role is well adapted to the big rugged star, that of a man of the mountains who knew no trouble until love crossed his path. The plot is swift in action, with strong mystery element sustained to the last. The bill includes gazette and comedy. William Farnum will be seen at the People's to-morrow in his latest William Fox photoplay "The Man Hunter," written and directed by Frank Lloyd. This is another big picture that all motion picture fans will enjoy. It is a typical Farnum in fine production and it has in it three rattling good fights. The scenes are laid in London and New York, at sea and on a desert island. <box>285 699 415 834</box>
roads-para: Help the Council to continue its Good Roads Policy. <box>560 286 728 296</box>
ambury-address: DEVON STREET NEW PLYMOUTH <box>97 191 192 198</box>
column-ads-left <box>10 34 280 1534</box>
fosters-title: FOR THE CHILDREN FOR WINTER <box>569 757 678 765</box>
